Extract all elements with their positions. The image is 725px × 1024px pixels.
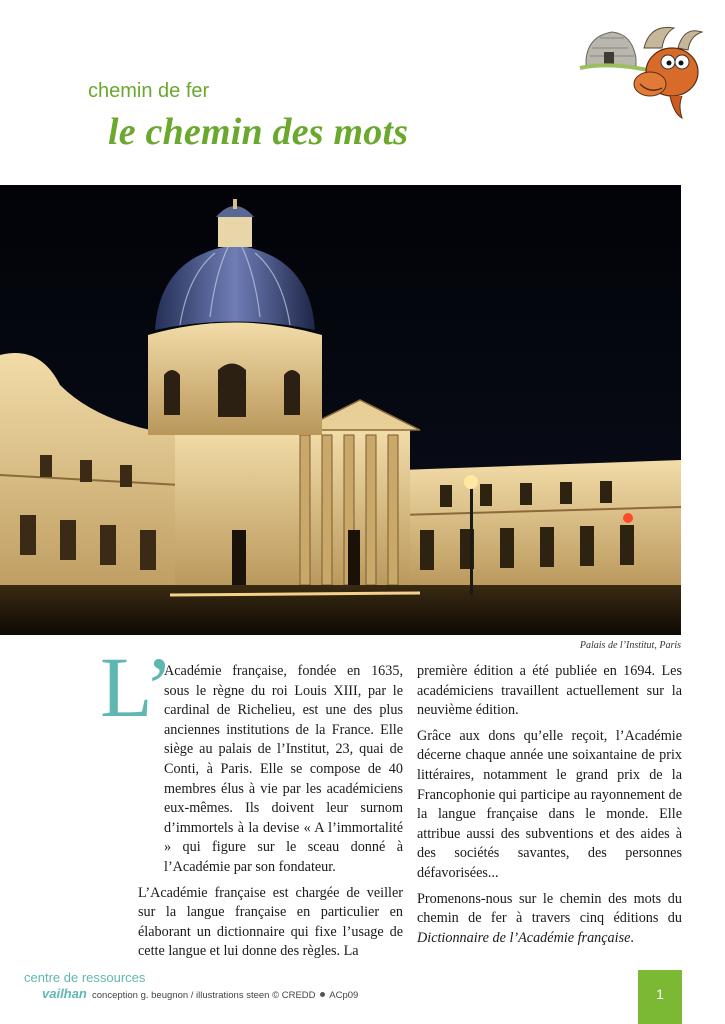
credit-code: ACp09 <box>329 990 359 1001</box>
photo-caption: Palais de l’Institut, Paris <box>579 640 681 651</box>
photo-palais-institut <box>0 185 681 635</box>
closing-period: . <box>630 929 634 946</box>
lantern <box>218 215 252 247</box>
stone-hut-icon <box>580 32 648 70</box>
right-wing <box>400 460 681 590</box>
paragraph: Grâce aux dons qu’elle reçoit, l’Académie décerne chaque année une soixantaine de prix littéraires, notamment le grand prix de la Francophonie qui participe au rayonnement de la langue française dans le monde. Elle attribue aussi des subventions et des aides à des sociétés savantes, des personnes défavorisées... <box>417 727 682 881</box>
credit-text: conception g. beugnon / illustrations steen © CREDD <box>92 990 316 1001</box>
goat-head-icon <box>634 27 702 118</box>
bullet-dot-icon <box>320 992 325 997</box>
paragraph: première édition a été publiée en 1694. Les académiciens travaillent actuellement sur la neuvième édition. <box>417 663 682 719</box>
article-column-right <box>417 662 682 954</box>
page-number: 1 <box>656 986 664 1002</box>
dictionary-title: Dictionnaire de l’Académie française <box>417 929 631 946</box>
section-kicker: chemin de fer <box>88 80 210 102</box>
paragraph-text: Promenons-nous sur le chemin des mots du chemin de fer à travers cinq éditions du <box>417 890 682 927</box>
article-column-left <box>138 662 403 968</box>
footer-credit <box>92 990 358 1001</box>
paragraph: Académie française, fondée en 1635, sous le règne du roi Louis XIII, par le cardinal de Richelieu, est une des plus anciennes institutions de la France. Elle siège au palais de l’Institut, 23, quai de Conti, à Paris. Elle se compose de 40 membres élus à vie par les académiciens eux-mêmes. Ils doivent leur surnom d’immortels à la devise « A l’immortalité » qui figure sur le sceau donné à l’Académie par son fondateur. <box>164 663 403 875</box>
page-number-box <box>638 970 682 1024</box>
paragraph: L’Académie française est chargée de veiller sur la langue française en particulier en élaborant un dictionnaire qui fixe l’usage de cette langue et lui donne des règles. La <box>138 884 403 960</box>
drop-cap: L’ <box>100 639 174 735</box>
footer-brand-line2: vailhan <box>42 986 87 1001</box>
paragraph-closing <box>417 890 682 949</box>
page-title: le chemin des mots <box>108 111 409 153</box>
goat-illustration <box>578 18 710 122</box>
footer-brand-line1: centre de ressources <box>24 970 146 985</box>
